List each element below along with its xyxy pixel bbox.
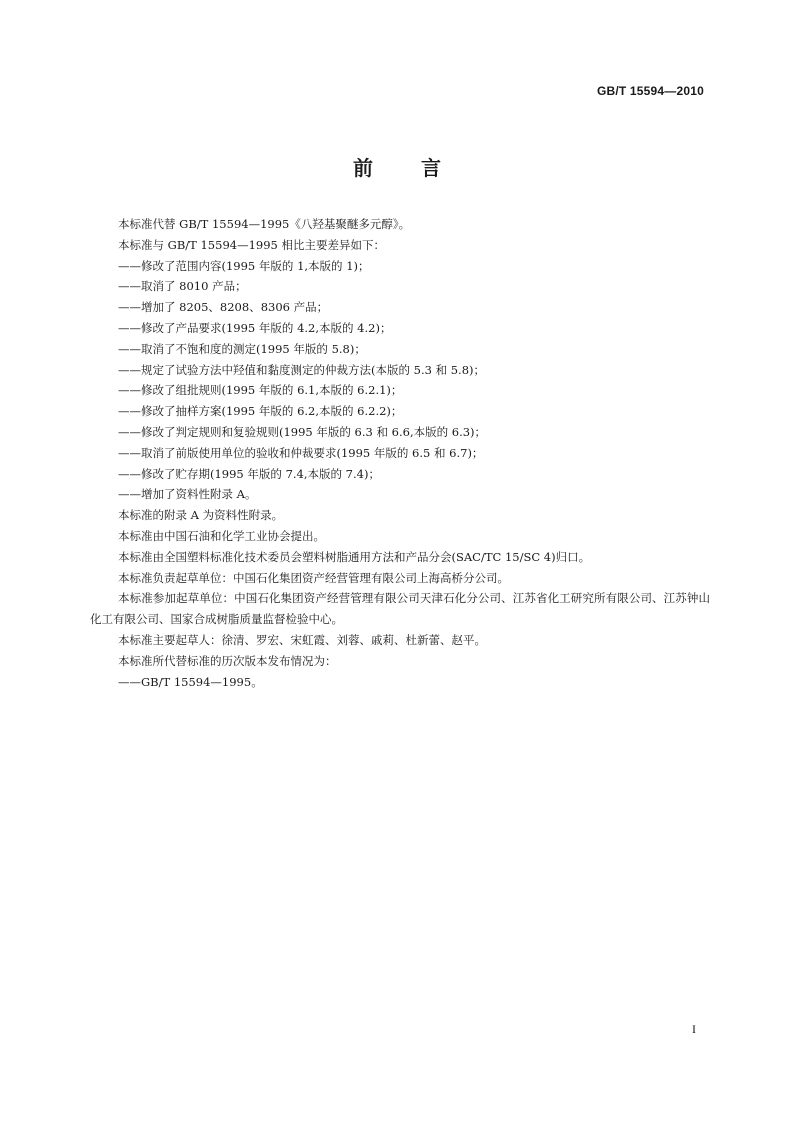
list-item: ——取消了不饱和度的测定(1995 年版的 5.8)； xyxy=(118,341,366,356)
list-item: ——取消了 8010 产品； xyxy=(118,279,247,294)
list-item: ——修改了判定规则和复验规则(1995 年版的 6.3 和 6.6,本版的 6.3)； xyxy=(118,424,487,439)
list-item: ——增加了 8205、8208、8306 产品； xyxy=(118,300,329,315)
foreword-body xyxy=(90,214,710,692)
page-number: I xyxy=(692,1022,696,1036)
paragraph-differences-intro: 本标准与 GB/T 15594—1995 相比主要差异如下： xyxy=(118,237,385,252)
list-item: ——修改了范围内容(1995 年版的 1,本版的 1)； xyxy=(118,258,370,273)
paragraph-replaces: 本标准代替 GB/T 15594—1995《八羟基聚醚多元醇》。 xyxy=(118,217,411,231)
list-item: ——取消了前版使用单位的验收和仲裁要求(1995 年版的 6.5 和 6.7)； xyxy=(118,445,484,460)
list-item: ——GB/T 15594—1995。 xyxy=(118,674,263,689)
standard-code: GB/T 15594—2010 xyxy=(596,84,704,98)
list-item: ——修改了组批规则(1995 年版的 6.1,本版的 6.2.1)； xyxy=(118,383,403,398)
list-item: ——增加了资料性附录 A。 xyxy=(118,487,257,502)
paragraph-annex: 本标准的附录 A 为资料性附录。 xyxy=(118,508,284,523)
paragraph-lead-drafter: 本标准负责起草单位：中国石化集团资产经营管理有限公司上海高桥分公司。 xyxy=(118,570,509,585)
paragraph-history-intro: 本标准所代替标准的历次版本发布情况为： xyxy=(118,653,337,668)
paragraph-drafters: 本标准主要起草人：徐清、罗宏、宋虹霞、刘蓉、戚莉、杜新蕾、赵平。 xyxy=(118,632,486,647)
list-item: ——修改了产品要求(1995 年版的 4.2,本版的 4.2)； xyxy=(118,320,392,335)
page-title: 前言 xyxy=(353,156,489,180)
list-item: ——规定了试验方法中羟值和黏度测定的仲裁方法(本版的 5.3 和 5.8)； xyxy=(118,362,486,377)
list-item: ——修改了贮存期(1995 年版的 7.4,本版的 7.4)； xyxy=(118,466,380,481)
paragraph-participants: 本标准参加起草单位：中国石化集团资产经营管理有限公司天津石化分公司、江苏省化工研究所有限公司、江苏钟山化工有限公司、国家合成树脂质量监督检验中心。 xyxy=(90,591,710,627)
list-item: ——修改了抽样方案(1995 年版的 6.2,本版的 6.2.2)； xyxy=(118,404,403,419)
paragraph-proposer: 本标准由中国石油和化学工业协会提出。 xyxy=(118,528,325,543)
paragraph-committee: 本标准由全国塑料标准化技术委员会塑料树脂通用方法和产品分会(SAC/TC 15/SC 4)归口。 xyxy=(118,549,591,564)
